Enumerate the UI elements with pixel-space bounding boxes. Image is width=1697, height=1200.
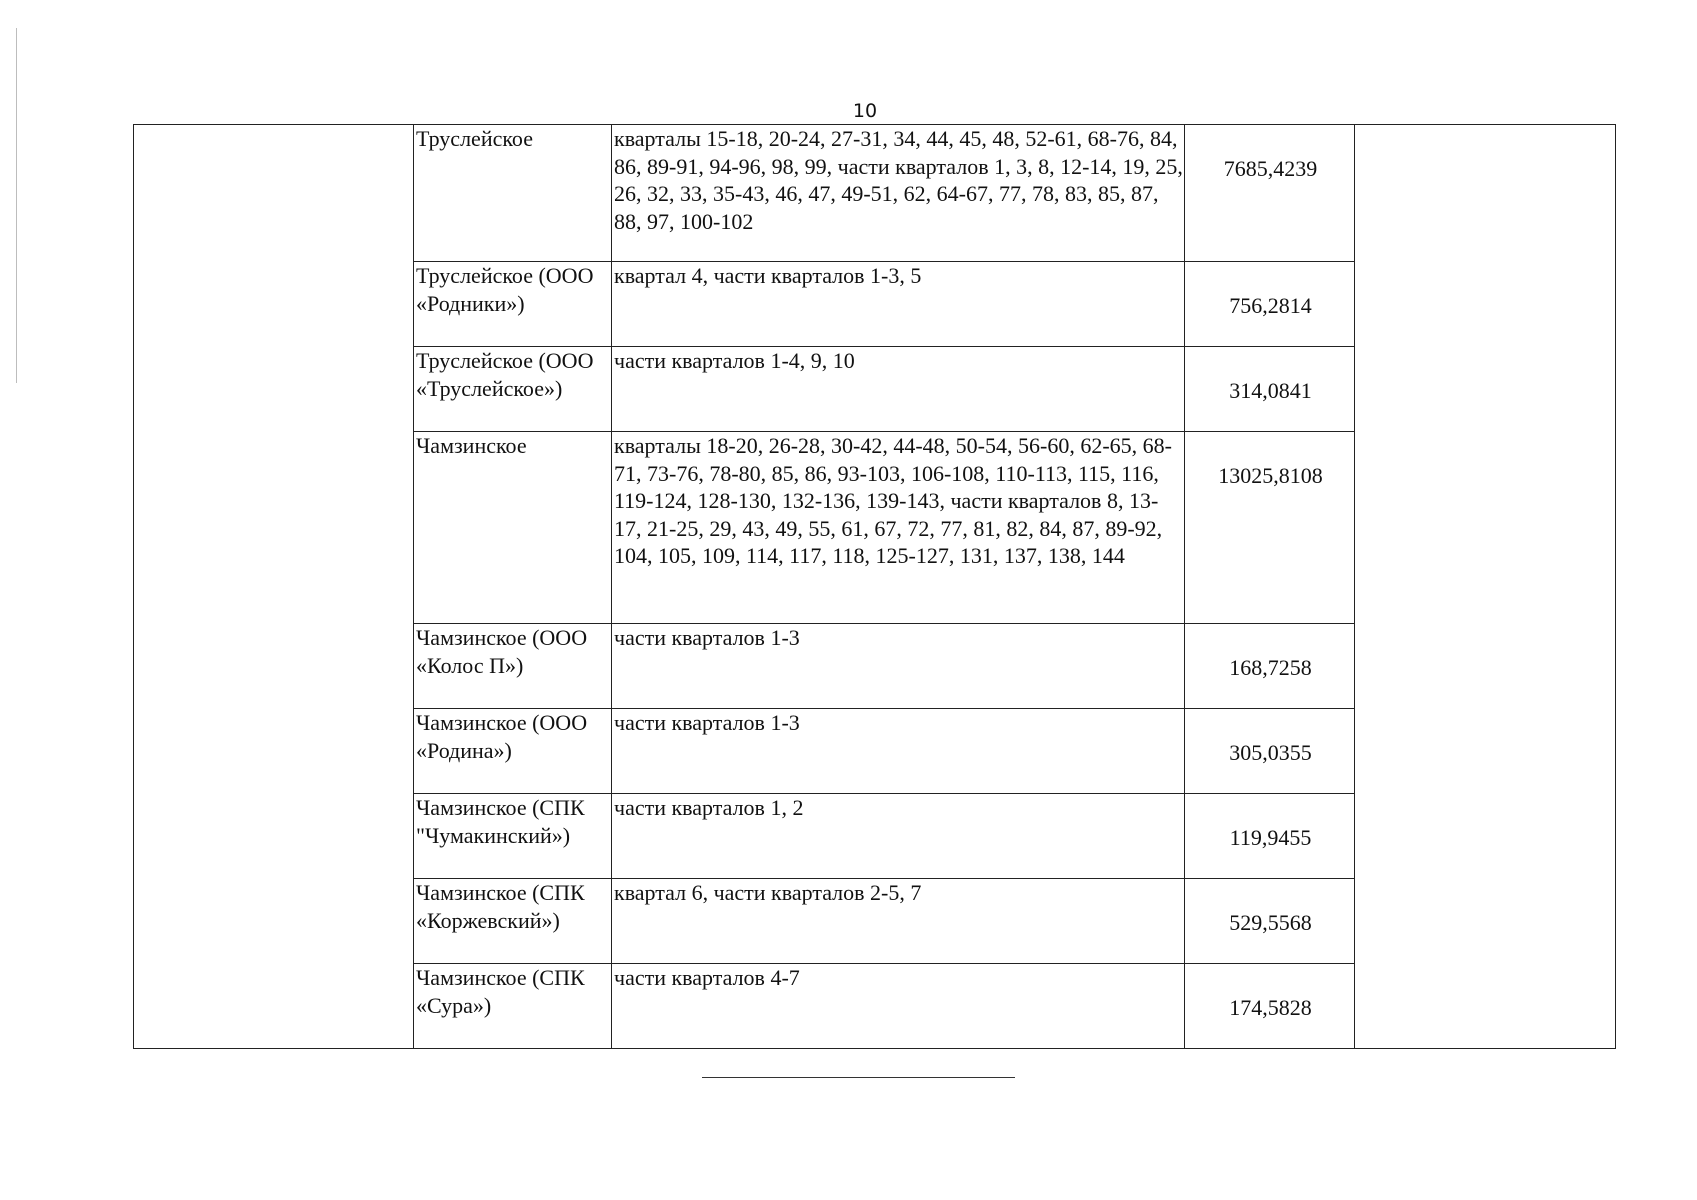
blank-left-cell <box>134 879 414 964</box>
blank-left-cell <box>134 432 414 624</box>
quarters-cell: кварталы 15-18, 20-24, 27-31, 34, 44, 45, 48, 52-61, 68-76, 84, 86, 89-91, 94-96, 98, 99, части кварталов 1, 3, 8, 12-14, 19, 25, 26, 32, 33, 35-43, 46, 47, 49-51, 62, 64-67, 77, 78, 83, 85, 87, 88, 97, 100-102 <box>612 125 1185 262</box>
blank-right-cell <box>1355 794 1616 879</box>
footer-rule <box>702 1077 1015 1078</box>
district-name-cell: Чамзинское (СПК «Сура») <box>414 964 612 1049</box>
quarters-cell: части кварталов 1-3 <box>612 709 1185 794</box>
area-cell: 314,0841 <box>1185 347 1355 432</box>
area-cell: 529,5568 <box>1185 879 1355 964</box>
blank-right-cell <box>1355 709 1616 794</box>
table-row <box>134 624 1616 709</box>
table-row <box>134 125 1616 262</box>
district-name-cell: Труслейское (ООО «Труслейское») <box>414 347 612 432</box>
area-cell: 7685,4239 <box>1185 125 1355 262</box>
area-cell: 13025,8108 <box>1185 432 1355 624</box>
quarters-cell: части кварталов 1-3 <box>612 624 1185 709</box>
district-name-cell: Труслейское (ООО «Родники») <box>414 262 612 347</box>
table-row <box>134 709 1616 794</box>
blank-right-cell <box>1355 624 1616 709</box>
blank-left-cell <box>134 709 414 794</box>
quarters-cell: части кварталов 1, 2 <box>612 794 1185 879</box>
page-number: 10 <box>852 100 878 122</box>
blank-left-cell <box>134 262 414 347</box>
table-row <box>134 964 1616 1049</box>
scan-edge-mark <box>16 28 17 383</box>
quarters-cell: кварталы 18-20, 26-28, 30-42, 44-48, 50-54, 56-60, 62-65, 68-71, 73-76, 78-80, 85, 86, 93-103, 106-108, 110-113, 115, 116, 119-124, 128-130, 132-136, 139-143, части кварталов 8, 13-17, 21-25, 29, 43, 49, 55, 61, 67, 72, 77, 81, 82, 84, 87, 89-92, 104, 105, 109, 114, 117, 118, 125-127, 131, 137, 138, 144 <box>612 432 1185 624</box>
blank-left-cell <box>134 964 414 1049</box>
table-row <box>134 794 1616 879</box>
blank-right-cell <box>1355 432 1616 624</box>
blank-left-cell <box>134 794 414 879</box>
quarters-cell: части кварталов 1-4, 9, 10 <box>612 347 1185 432</box>
area-cell: 174,5828 <box>1185 964 1355 1049</box>
area-cell: 168,7258 <box>1185 624 1355 709</box>
area-cell: 756,2814 <box>1185 262 1355 347</box>
blank-right-cell <box>1355 964 1616 1049</box>
table-row <box>134 432 1616 624</box>
district-name-cell: Труслейское <box>414 125 612 262</box>
blank-right-cell <box>1355 347 1616 432</box>
area-cell: 119,9455 <box>1185 794 1355 879</box>
blank-right-cell <box>1355 879 1616 964</box>
blank-right-cell <box>1355 125 1616 262</box>
district-name-cell: Чамзинское (СПК "Чумакинский») <box>414 794 612 879</box>
blank-left-cell <box>134 347 414 432</box>
table-row <box>134 879 1616 964</box>
district-name-cell: Чамзинское <box>414 432 612 624</box>
forestry-table <box>133 124 1616 1049</box>
area-cell: 305,0355 <box>1185 709 1355 794</box>
district-name-cell: Чамзинское (СПК «Коржевский») <box>414 879 612 964</box>
table-row <box>134 347 1616 432</box>
district-name-cell: Чамзинское (ООО «Колос П») <box>414 624 612 709</box>
table-row <box>134 262 1616 347</box>
blank-left-cell <box>134 624 414 709</box>
quarters-cell: квартал 6, части кварталов 2-5, 7 <box>612 879 1185 964</box>
district-name-cell: Чамзинское (ООО «Родина») <box>414 709 612 794</box>
quarters-cell: квартал 4, части кварталов 1-3, 5 <box>612 262 1185 347</box>
quarters-cell: части кварталов 4-7 <box>612 964 1185 1049</box>
blank-left-cell <box>134 125 414 262</box>
blank-right-cell <box>1355 262 1616 347</box>
